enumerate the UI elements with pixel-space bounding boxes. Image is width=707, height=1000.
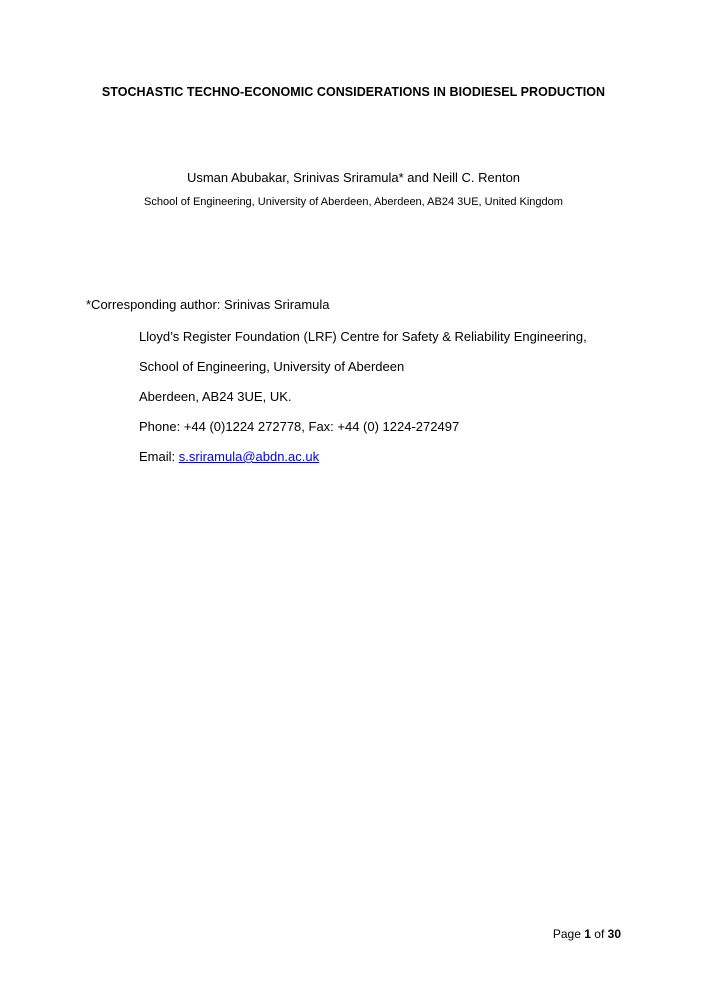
author-list: Usman Abubakar, Srinivas Sriramula* and Neill C. Renton <box>186 170 521 185</box>
email-label: Email: <box>139 449 176 464</box>
page-footer <box>553 927 621 941</box>
page-word: Page <box>552 927 581 941</box>
corresponding-author: *Corresponding author: Srinivas Sriramula <box>86 297 330 312</box>
affiliation: School of Engineering, University of Aberdeen, Aberdeen, AB24 3UE, United Kingdom <box>144 196 563 208</box>
of-word: of <box>594 927 605 941</box>
page-number: 1 <box>584 927 591 941</box>
email-link[interactable]: s.sriramula@abdn.ac.uk <box>178 449 320 464</box>
phone-fax: Phone: +44 (0)1224 272778, Fax: +44 (0) 1224-272497 <box>139 419 460 434</box>
address-line-2: School of Engineering, University of Aberdeen <box>139 359 405 374</box>
total-pages: 30 <box>607 927 621 941</box>
paper-title: STOCHASTIC TECHNO-ECONOMIC CONSIDERATIONS IN BIODIESEL PRODUCTION <box>101 85 606 99</box>
address-line-1: Lloyd’s Register Foundation (LRF) Centre for Safety & Reliability Engineering, <box>139 329 587 344</box>
address-line-3: Aberdeen, AB24 3UE, UK. <box>139 389 292 404</box>
email-line <box>139 449 319 464</box>
